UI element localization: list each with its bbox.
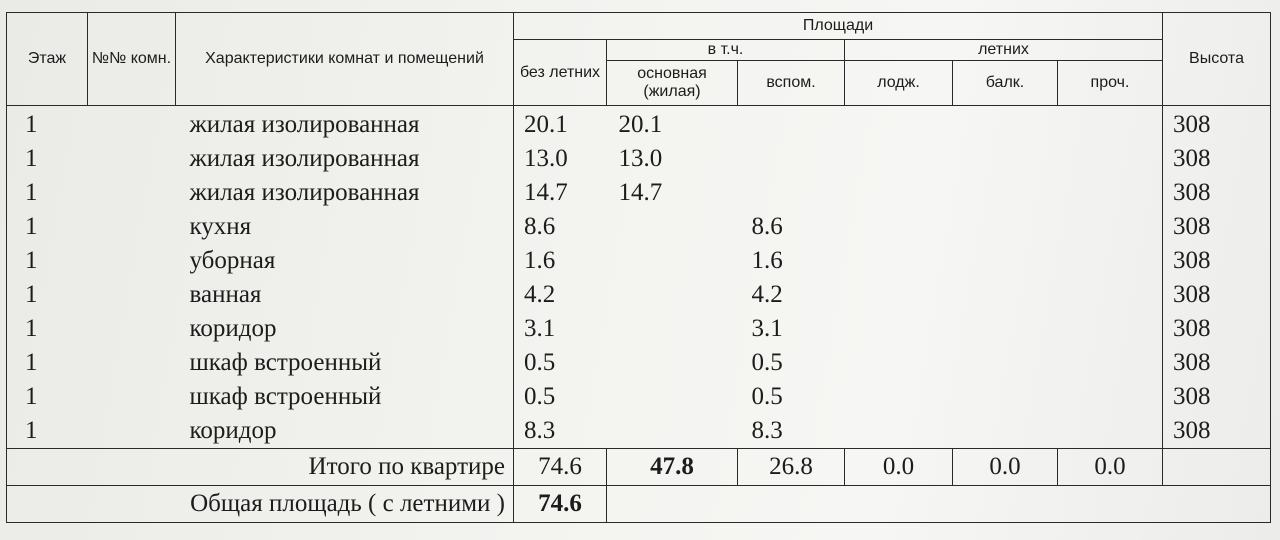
totals-loggia: 0.0 bbox=[845, 449, 953, 486]
row-room-number bbox=[88, 210, 176, 244]
row-height: 308 bbox=[1163, 142, 1271, 176]
overall-empty bbox=[607, 486, 1271, 523]
header-auxiliary: вспом. bbox=[738, 61, 845, 106]
row-loggia bbox=[845, 278, 953, 312]
row-balcony bbox=[953, 142, 1058, 176]
row-without-summer: 20.1 bbox=[514, 106, 607, 143]
row-characteristics: жилая изолированная bbox=[176, 106, 514, 143]
row-room-number bbox=[88, 176, 176, 210]
row-other bbox=[1058, 312, 1163, 346]
row-balcony bbox=[953, 312, 1058, 346]
row-auxiliary: 4.2 bbox=[751, 281, 783, 308]
row-height: 308 bbox=[1163, 106, 1271, 143]
row-without-summer: 13.0 bbox=[514, 142, 607, 176]
row-auxiliary bbox=[738, 142, 845, 176]
row-room-number bbox=[88, 312, 176, 346]
row-characteristics: коридор bbox=[176, 312, 514, 346]
row-other bbox=[1058, 414, 1163, 449]
table-body bbox=[7, 106, 1271, 449]
row-balcony bbox=[953, 210, 1058, 244]
row-other bbox=[1058, 380, 1163, 414]
row-other bbox=[1058, 278, 1163, 312]
row-characteristics: шкаф встроенный bbox=[176, 380, 514, 414]
totals-auxiliary: 26.8 bbox=[738, 449, 845, 486]
row-main-living bbox=[607, 278, 738, 312]
table-row bbox=[7, 142, 1271, 176]
row-floor: 1 bbox=[7, 278, 88, 312]
table-row bbox=[7, 312, 1271, 346]
table-row bbox=[7, 380, 1271, 414]
row-without-summer: 3.1 bbox=[514, 312, 607, 346]
row-floor: 1 bbox=[7, 210, 88, 244]
header-main-living: основная (жилая) bbox=[607, 61, 738, 106]
totals-without-summer: 74.6 bbox=[514, 449, 607, 486]
row-room-number bbox=[88, 106, 176, 143]
row-auxiliary bbox=[738, 176, 845, 210]
row-without-summer: 1.6 bbox=[514, 244, 607, 278]
row-other bbox=[1058, 106, 1163, 143]
row-height: 308 bbox=[1163, 312, 1271, 346]
table-row bbox=[7, 210, 1271, 244]
row-room-number bbox=[88, 142, 176, 176]
row-characteristics: жилая изолированная bbox=[176, 176, 514, 210]
row-loggia bbox=[845, 244, 953, 278]
row-floor: 1 bbox=[7, 380, 88, 414]
row-main-living bbox=[607, 312, 738, 346]
row-main-living bbox=[607, 380, 738, 414]
row-without-summer: 0.5 bbox=[514, 380, 607, 414]
row-room-number bbox=[88, 380, 176, 414]
row-main-living bbox=[607, 346, 738, 380]
row-other bbox=[1058, 346, 1163, 380]
table-row bbox=[7, 106, 1271, 143]
row-floor: 1 bbox=[7, 244, 88, 278]
row-loggia bbox=[845, 380, 953, 414]
header-balcony: балк. bbox=[953, 61, 1058, 106]
row-balcony bbox=[953, 106, 1058, 143]
row-loggia bbox=[845, 210, 953, 244]
row-room-number bbox=[88, 414, 176, 449]
header-loggia: лодж. bbox=[845, 61, 953, 106]
row-without-summer: 4.2 bbox=[514, 278, 607, 312]
row-characteristics: кухня bbox=[176, 210, 514, 244]
row-room-number bbox=[88, 346, 176, 380]
row-characteristics: шкаф встроенный bbox=[176, 346, 514, 380]
row-other bbox=[1058, 244, 1163, 278]
header-without-summer: без летних bbox=[514, 40, 607, 106]
table-footer bbox=[7, 449, 1271, 523]
row-floor: 1 bbox=[7, 106, 88, 143]
row-characteristics: коридор bbox=[176, 414, 514, 449]
row-auxiliary: 3.1 bbox=[751, 315, 783, 342]
row-without-summer: 14.7 bbox=[514, 176, 607, 210]
row-loggia bbox=[845, 106, 953, 143]
row-balcony bbox=[953, 380, 1058, 414]
row-without-summer: 8.6 bbox=[514, 210, 607, 244]
row-floor: 1 bbox=[7, 414, 88, 449]
row-auxiliary: 1.6 bbox=[751, 247, 783, 274]
totals-label: Итого по квартире bbox=[7, 449, 514, 486]
row-loggia bbox=[845, 176, 953, 210]
row-balcony bbox=[953, 278, 1058, 312]
row-balcony bbox=[953, 176, 1058, 210]
row-without-summer: 0.5 bbox=[514, 346, 607, 380]
row-floor: 1 bbox=[7, 312, 88, 346]
header-characteristics: Характеристики комнат и помещений bbox=[176, 13, 514, 106]
row-other bbox=[1058, 176, 1163, 210]
row-other bbox=[1058, 142, 1163, 176]
row-auxiliary: 0.5 bbox=[751, 349, 783, 376]
totals-height-empty bbox=[1163, 449, 1271, 486]
row-without-summer: 8.3 bbox=[514, 414, 607, 449]
table-row bbox=[7, 414, 1271, 449]
row-main-living bbox=[607, 414, 738, 449]
row-balcony bbox=[953, 346, 1058, 380]
row-auxiliary: 8.3 bbox=[751, 417, 783, 444]
row-room-number bbox=[88, 244, 176, 278]
row-main-living bbox=[607, 210, 738, 244]
row-loggia bbox=[845, 142, 953, 176]
row-auxiliary: 0.5 bbox=[751, 383, 783, 410]
row-height: 308 bbox=[1163, 346, 1271, 380]
totals-other: 0.0 bbox=[1058, 449, 1163, 486]
totals-balcony: 0.0 bbox=[953, 449, 1058, 486]
row-characteristics: уборная bbox=[176, 244, 514, 278]
row-height: 308 bbox=[1163, 210, 1271, 244]
header-areas: Площади bbox=[514, 13, 1163, 40]
totals-row bbox=[7, 449, 1271, 486]
table-row bbox=[7, 346, 1271, 380]
row-main-living: 20.1 bbox=[618, 111, 663, 138]
header-floor: Этаж bbox=[7, 13, 88, 106]
table-row bbox=[7, 278, 1271, 312]
header-including: в т.ч. bbox=[607, 40, 845, 61]
row-loggia bbox=[845, 346, 953, 380]
row-characteristics: жилая изолированная bbox=[176, 142, 514, 176]
row-balcony bbox=[953, 244, 1058, 278]
totals-main-living: 47.8 bbox=[607, 449, 738, 486]
table-row bbox=[7, 244, 1271, 278]
row-height: 308 bbox=[1163, 380, 1271, 414]
row-loggia bbox=[845, 414, 953, 449]
row-height: 308 bbox=[1163, 414, 1271, 449]
header-height: Высота bbox=[1163, 13, 1271, 106]
row-height: 308 bbox=[1163, 244, 1271, 278]
row-loggia bbox=[845, 312, 953, 346]
row-floor: 1 bbox=[7, 346, 88, 380]
row-room-number bbox=[88, 278, 176, 312]
row-height: 308 bbox=[1163, 176, 1271, 210]
header-room-number: №№ комн. bbox=[88, 13, 176, 106]
row-balcony bbox=[953, 414, 1058, 449]
header-other: проч. bbox=[1058, 61, 1163, 106]
row-main-living bbox=[607, 244, 738, 278]
row-auxiliary: 8.6 bbox=[751, 213, 783, 240]
row-floor: 1 bbox=[7, 142, 88, 176]
overall-value: 74.6 bbox=[514, 486, 607, 523]
table-row bbox=[7, 176, 1271, 210]
row-characteristics: ванная bbox=[176, 278, 514, 312]
overall-row bbox=[7, 486, 1271, 523]
header-summer: летних bbox=[845, 40, 1163, 61]
table-header bbox=[7, 13, 1271, 106]
row-auxiliary bbox=[738, 106, 845, 143]
row-main-living: 14.7 bbox=[618, 179, 663, 206]
room-area-table bbox=[6, 12, 1271, 523]
overall-label: Общая площадь ( с летними ) bbox=[7, 486, 514, 523]
row-height: 308 bbox=[1163, 278, 1271, 312]
row-main-living: 13.0 bbox=[618, 145, 663, 172]
row-other bbox=[1058, 210, 1163, 244]
row-floor: 1 bbox=[7, 176, 88, 210]
